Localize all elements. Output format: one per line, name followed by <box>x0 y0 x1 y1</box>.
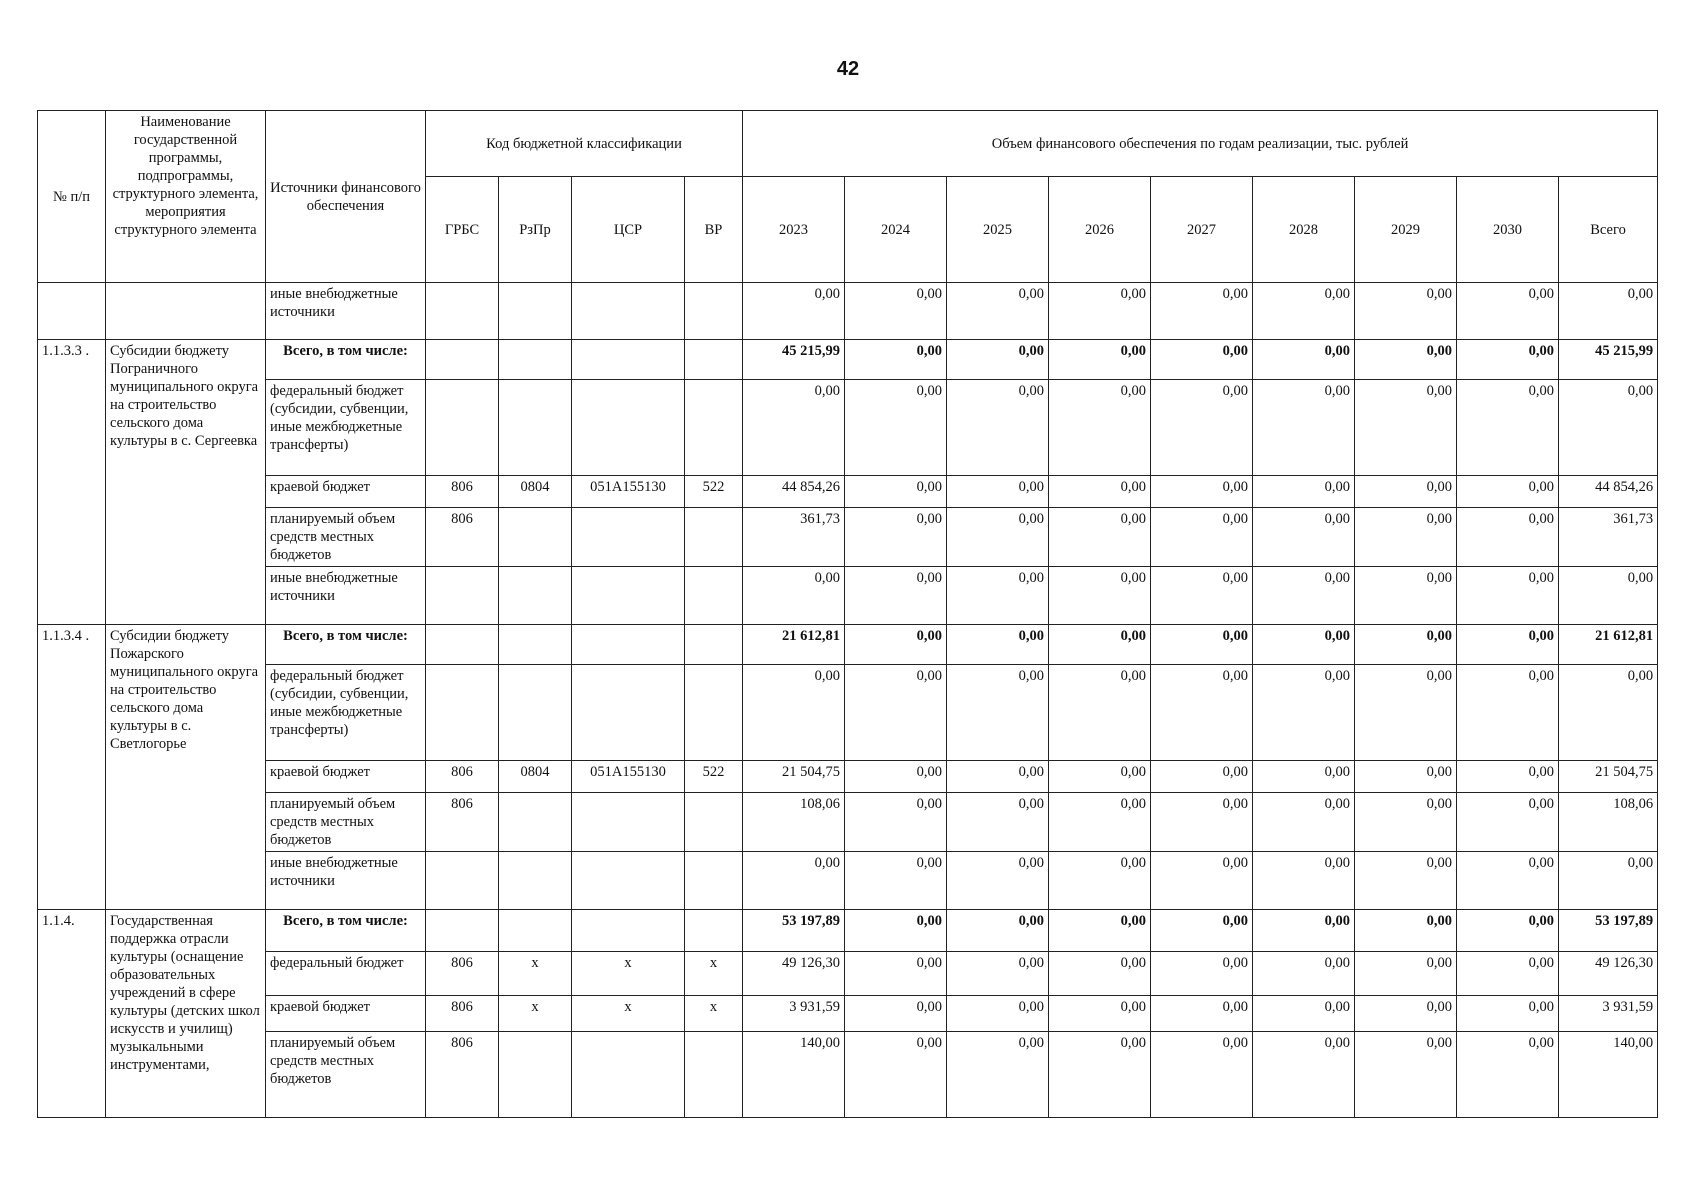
value-year: 0,00 <box>947 793 1049 852</box>
value-year: 0,00 <box>1457 996 1559 1032</box>
value-year: 361,73 <box>743 508 845 567</box>
value-year: 0,00 <box>1355 283 1457 340</box>
value-year: 0,00 <box>1253 793 1355 852</box>
value-year: 0,00 <box>1253 910 1355 952</box>
value-year: 0,00 <box>845 910 947 952</box>
table-row <box>38 761 1658 793</box>
code-grbs: 806 <box>426 508 499 567</box>
value-year: 0,00 <box>1253 852 1355 910</box>
value-year: 0,00 <box>1151 508 1253 567</box>
value-total: 49 126,30 <box>1559 952 1658 996</box>
code-vr: 522 <box>685 761 743 793</box>
funding-source: Всего, в том числе: <box>266 340 426 380</box>
table-row <box>38 665 1658 761</box>
item-number: 1.1.3.4 . <box>38 625 106 910</box>
code-grbs <box>426 567 499 625</box>
value-year: 0,00 <box>1457 761 1559 793</box>
value-total: 3 931,59 <box>1559 996 1658 1032</box>
value-total: 44 854,26 <box>1559 476 1658 508</box>
code-rzpr <box>499 665 572 761</box>
value-year: 0,00 <box>1253 952 1355 996</box>
item-name: Государственная поддержка отрасли культуры (оснащение образовательных учреждений в сфере культуры (детских школ искусств и училищ) музыкальными инструментами, <box>106 910 266 1118</box>
value-year: 0,00 <box>947 952 1049 996</box>
value-year: 0,00 <box>845 476 947 508</box>
value-year: 0,00 <box>1049 476 1151 508</box>
value-year: 0,00 <box>845 508 947 567</box>
value-year: 0,00 <box>845 761 947 793</box>
header-year: 2027 <box>1151 177 1253 283</box>
code-rzpr: x <box>499 996 572 1032</box>
header-name: Наименование государственной программы, подпрограммы, структурного элемента, мероприятия структурного элемента <box>106 111 266 283</box>
value-year: 0,00 <box>1457 283 1559 340</box>
value-year: 0,00 <box>845 340 947 380</box>
value-year: 0,00 <box>1253 508 1355 567</box>
value-year: 0,00 <box>845 1032 947 1118</box>
value-year: 0,00 <box>947 625 1049 665</box>
value-year: 0,00 <box>1457 340 1559 380</box>
code-csr <box>572 793 685 852</box>
value-year: 0,00 <box>947 380 1049 476</box>
code-grbs: 806 <box>426 761 499 793</box>
header-grbs: ГРБС <box>426 177 499 283</box>
value-year: 0,00 <box>1151 852 1253 910</box>
item-number: 1.1.3.3 . <box>38 340 106 625</box>
value-year: 0,00 <box>1355 793 1457 852</box>
header-year: 2025 <box>947 177 1049 283</box>
code-vr <box>685 340 743 380</box>
value-year: 0,00 <box>743 665 845 761</box>
value-year: 0,00 <box>1355 665 1457 761</box>
item-name: Субсидии бюджету Пограничного муниципального округа на строительство сельского дома культуры в с. Сергеевка <box>106 340 266 625</box>
code-rzpr <box>499 567 572 625</box>
header-budget-code: Код бюджетной классификации <box>426 111 743 177</box>
code-csr <box>572 1032 685 1118</box>
item-name: Субсидии бюджету Пожарского муниципального округа на строительство сельского дома культуры в с. Светлогорье <box>106 625 266 910</box>
code-csr <box>572 852 685 910</box>
value-year: 0,00 <box>1049 852 1151 910</box>
value-year: 0,00 <box>947 1032 1049 1118</box>
value-year: 45 215,99 <box>743 340 845 380</box>
value-year: 0,00 <box>1049 665 1151 761</box>
value-year: 0,00 <box>743 852 845 910</box>
table-header <box>38 111 1658 283</box>
value-year: 0,00 <box>1457 567 1559 625</box>
value-total: 21 612,81 <box>1559 625 1658 665</box>
code-grbs <box>426 852 499 910</box>
value-year: 0,00 <box>1049 761 1151 793</box>
value-year: 0,00 <box>1151 283 1253 340</box>
code-csr <box>572 665 685 761</box>
funding-source: краевой бюджет <box>266 761 426 793</box>
code-rzpr <box>499 910 572 952</box>
code-vr <box>685 508 743 567</box>
value-year: 0,00 <box>1151 476 1253 508</box>
value-year: 0,00 <box>947 996 1049 1032</box>
value-year: 0,00 <box>1049 996 1151 1032</box>
value-year: 3 931,59 <box>743 996 845 1032</box>
code-grbs <box>426 910 499 952</box>
header-volume: Объем финансового обеспечения по годам реализации, тыс. рублей <box>743 111 1658 177</box>
funding-source: краевой бюджет <box>266 476 426 508</box>
value-year: 0,00 <box>1049 793 1151 852</box>
header-year: 2028 <box>1253 177 1355 283</box>
value-year: 0,00 <box>947 910 1049 952</box>
value-year: 140,00 <box>743 1032 845 1118</box>
code-vr <box>685 1032 743 1118</box>
value-year: 21 612,81 <box>743 625 845 665</box>
code-grbs: 806 <box>426 793 499 852</box>
header-num: № п/п <box>38 111 106 283</box>
value-year: 0,00 <box>845 793 947 852</box>
code-grbs: 806 <box>426 996 499 1032</box>
value-year: 0,00 <box>1355 996 1457 1032</box>
value-total: 0,00 <box>1559 283 1658 340</box>
funding-source: Всего, в том числе: <box>266 625 426 665</box>
funding-source: Всего, в том числе: <box>266 910 426 952</box>
value-total: 21 504,75 <box>1559 761 1658 793</box>
code-csr: x <box>572 952 685 996</box>
code-csr: 051A155130 <box>572 761 685 793</box>
code-csr <box>572 625 685 665</box>
header-year: 2029 <box>1355 177 1457 283</box>
header-csr: ЦСР <box>572 177 685 283</box>
code-grbs: 806 <box>426 952 499 996</box>
value-year: 0,00 <box>1151 793 1253 852</box>
code-rzpr <box>499 508 572 567</box>
value-year: 0,00 <box>1151 665 1253 761</box>
code-vr <box>685 665 743 761</box>
value-year: 0,00 <box>845 283 947 340</box>
value-year: 0,00 <box>1253 996 1355 1032</box>
table-row <box>38 1032 1658 1118</box>
value-year: 0,00 <box>1151 952 1253 996</box>
value-year: 0,00 <box>1457 625 1559 665</box>
value-year: 0,00 <box>1457 508 1559 567</box>
code-rzpr <box>499 283 572 340</box>
funding-source: иные внебюджетные источники <box>266 567 426 625</box>
code-rzpr: x <box>499 952 572 996</box>
value-year: 0,00 <box>1355 476 1457 508</box>
value-year: 0,00 <box>1253 476 1355 508</box>
value-year: 0,00 <box>1355 910 1457 952</box>
table-row <box>38 508 1658 567</box>
funding-source: планируемый объем средств местных бюджетов <box>266 1032 426 1118</box>
header-year: 2026 <box>1049 177 1151 283</box>
value-year: 0,00 <box>743 283 845 340</box>
value-year: 0,00 <box>1049 1032 1151 1118</box>
value-year: 49 126,30 <box>743 952 845 996</box>
funding-source: иные внебюджетные источники <box>266 283 426 340</box>
code-csr: x <box>572 996 685 1032</box>
value-year: 0,00 <box>1049 625 1151 665</box>
value-year: 0,00 <box>1049 567 1151 625</box>
table-row <box>38 952 1658 996</box>
code-csr <box>572 508 685 567</box>
value-year: 0,00 <box>1457 665 1559 761</box>
value-year: 0,00 <box>845 952 947 996</box>
budget-table <box>37 110 1658 1118</box>
value-year: 0,00 <box>845 567 947 625</box>
value-year: 0,00 <box>1253 665 1355 761</box>
value-year: 0,00 <box>947 283 1049 340</box>
item-number: 1.1.4. <box>38 910 106 1118</box>
code-rzpr <box>499 793 572 852</box>
value-year: 44 854,26 <box>743 476 845 508</box>
value-year: 0,00 <box>1253 567 1355 625</box>
value-year: 0,00 <box>845 625 947 665</box>
funding-source: иные внебюджетные источники <box>266 852 426 910</box>
code-grbs <box>426 665 499 761</box>
value-year: 0,00 <box>1457 380 1559 476</box>
funding-source: федеральный бюджет <box>266 952 426 996</box>
code-vr: x <box>685 952 743 996</box>
value-year: 0,00 <box>1253 283 1355 340</box>
value-year: 0,00 <box>1457 793 1559 852</box>
table-row <box>38 996 1658 1032</box>
value-year: 108,06 <box>743 793 845 852</box>
code-grbs <box>426 340 499 380</box>
value-year: 0,00 <box>947 508 1049 567</box>
code-vr <box>685 567 743 625</box>
value-year: 0,00 <box>1355 625 1457 665</box>
value-year: 0,00 <box>947 852 1049 910</box>
value-total: 140,00 <box>1559 1032 1658 1118</box>
code-grbs: 806 <box>426 476 499 508</box>
code-grbs <box>426 283 499 340</box>
table-row <box>38 476 1658 508</box>
code-rzpr: 0804 <box>499 476 572 508</box>
value-year: 0,00 <box>1253 380 1355 476</box>
value-year: 0,00 <box>1253 625 1355 665</box>
value-year: 0,00 <box>1355 380 1457 476</box>
value-year: 0,00 <box>1151 910 1253 952</box>
code-vr: 522 <box>685 476 743 508</box>
value-year: 0,00 <box>845 996 947 1032</box>
header-rzpr: РзПр <box>499 177 572 283</box>
value-year: 0,00 <box>1355 1032 1457 1118</box>
funding-source: федеральный бюджет (субсидии, субвенции, иные межбюджетные трансферты) <box>266 380 426 476</box>
value-year: 0,00 <box>1457 476 1559 508</box>
header-vr: ВР <box>685 177 743 283</box>
item-number <box>38 283 106 340</box>
header-total: Всего <box>1559 177 1658 283</box>
value-year: 0,00 <box>1355 952 1457 996</box>
value-year: 0,00 <box>1457 952 1559 996</box>
funding-source: планируемый объем средств местных бюджетов <box>266 793 426 852</box>
value-year: 0,00 <box>1049 910 1151 952</box>
value-year: 0,00 <box>1457 1032 1559 1118</box>
code-csr <box>572 910 685 952</box>
value-total: 0,00 <box>1559 380 1658 476</box>
value-year: 0,00 <box>1049 508 1151 567</box>
code-grbs <box>426 380 499 476</box>
table-row <box>38 852 1658 910</box>
value-year: 0,00 <box>845 665 947 761</box>
value-total: 0,00 <box>1559 852 1658 910</box>
value-total: 45 215,99 <box>1559 340 1658 380</box>
value-year: 0,00 <box>947 761 1049 793</box>
code-vr: x <box>685 996 743 1032</box>
table-row <box>38 340 1658 380</box>
value-year: 0,00 <box>947 340 1049 380</box>
value-total: 53 197,89 <box>1559 910 1658 952</box>
value-year: 0,00 <box>947 665 1049 761</box>
code-csr <box>572 567 685 625</box>
header-year: 2024 <box>845 177 947 283</box>
value-year: 0,00 <box>1355 761 1457 793</box>
value-year: 0,00 <box>1253 1032 1355 1118</box>
value-year: 0,00 <box>845 380 947 476</box>
code-vr <box>685 380 743 476</box>
header-year: 2023 <box>743 177 845 283</box>
value-year: 0,00 <box>1355 508 1457 567</box>
value-total: 361,73 <box>1559 508 1658 567</box>
value-total: 0,00 <box>1559 567 1658 625</box>
code-rzpr: 0804 <box>499 761 572 793</box>
code-csr <box>572 380 685 476</box>
value-year: 0,00 <box>845 852 947 910</box>
value-year: 0,00 <box>743 567 845 625</box>
header-year: 2030 <box>1457 177 1559 283</box>
value-year: 53 197,89 <box>743 910 845 952</box>
code-grbs: 806 <box>426 1032 499 1118</box>
code-rzpr <box>499 1032 572 1118</box>
code-rzpr <box>499 852 572 910</box>
item-name <box>106 283 266 340</box>
header-sources: Источники финансового обеспечения <box>266 111 426 283</box>
value-year: 0,00 <box>1253 340 1355 380</box>
value-year: 21 504,75 <box>743 761 845 793</box>
value-total: 108,06 <box>1559 793 1658 852</box>
table-row <box>38 625 1658 665</box>
table-row <box>38 283 1658 340</box>
value-year: 0,00 <box>1253 761 1355 793</box>
value-year: 0,00 <box>1457 852 1559 910</box>
code-vr <box>685 852 743 910</box>
value-year: 0,00 <box>1151 996 1253 1032</box>
code-vr <box>685 283 743 340</box>
code-vr <box>685 793 743 852</box>
value-year: 0,00 <box>1049 380 1151 476</box>
code-rzpr <box>499 380 572 476</box>
code-grbs <box>426 625 499 665</box>
value-year: 0,00 <box>947 567 1049 625</box>
value-year: 0,00 <box>1151 567 1253 625</box>
value-year: 0,00 <box>1049 952 1151 996</box>
value-year: 0,00 <box>1151 340 1253 380</box>
value-year: 0,00 <box>1151 761 1253 793</box>
code-csr <box>572 340 685 380</box>
page-number: 42 <box>836 58 860 80</box>
value-year: 0,00 <box>1151 1032 1253 1118</box>
value-year: 0,00 <box>1355 340 1457 380</box>
code-rzpr <box>499 340 572 380</box>
code-vr <box>685 910 743 952</box>
value-year: 0,00 <box>1151 380 1253 476</box>
funding-source: федеральный бюджет (субсидии, субвенции, иные межбюджетные трансферты) <box>266 665 426 761</box>
value-year: 0,00 <box>1355 567 1457 625</box>
value-year: 0,00 <box>1049 283 1151 340</box>
code-csr: 051A155130 <box>572 476 685 508</box>
code-vr <box>685 625 743 665</box>
value-year: 0,00 <box>1151 625 1253 665</box>
funding-source: краевой бюджет <box>266 996 426 1032</box>
code-rzpr <box>499 625 572 665</box>
value-year: 0,00 <box>1355 852 1457 910</box>
value-year: 0,00 <box>743 380 845 476</box>
table-row <box>38 910 1658 952</box>
value-year: 0,00 <box>1457 910 1559 952</box>
table-row <box>38 380 1658 476</box>
value-total: 0,00 <box>1559 665 1658 761</box>
table-row <box>38 567 1658 625</box>
funding-source: планируемый объем средств местных бюджетов <box>266 508 426 567</box>
value-year: 0,00 <box>947 476 1049 508</box>
table-row <box>38 793 1658 852</box>
value-year: 0,00 <box>1049 340 1151 380</box>
table-body <box>38 283 1658 1118</box>
code-csr <box>572 283 685 340</box>
